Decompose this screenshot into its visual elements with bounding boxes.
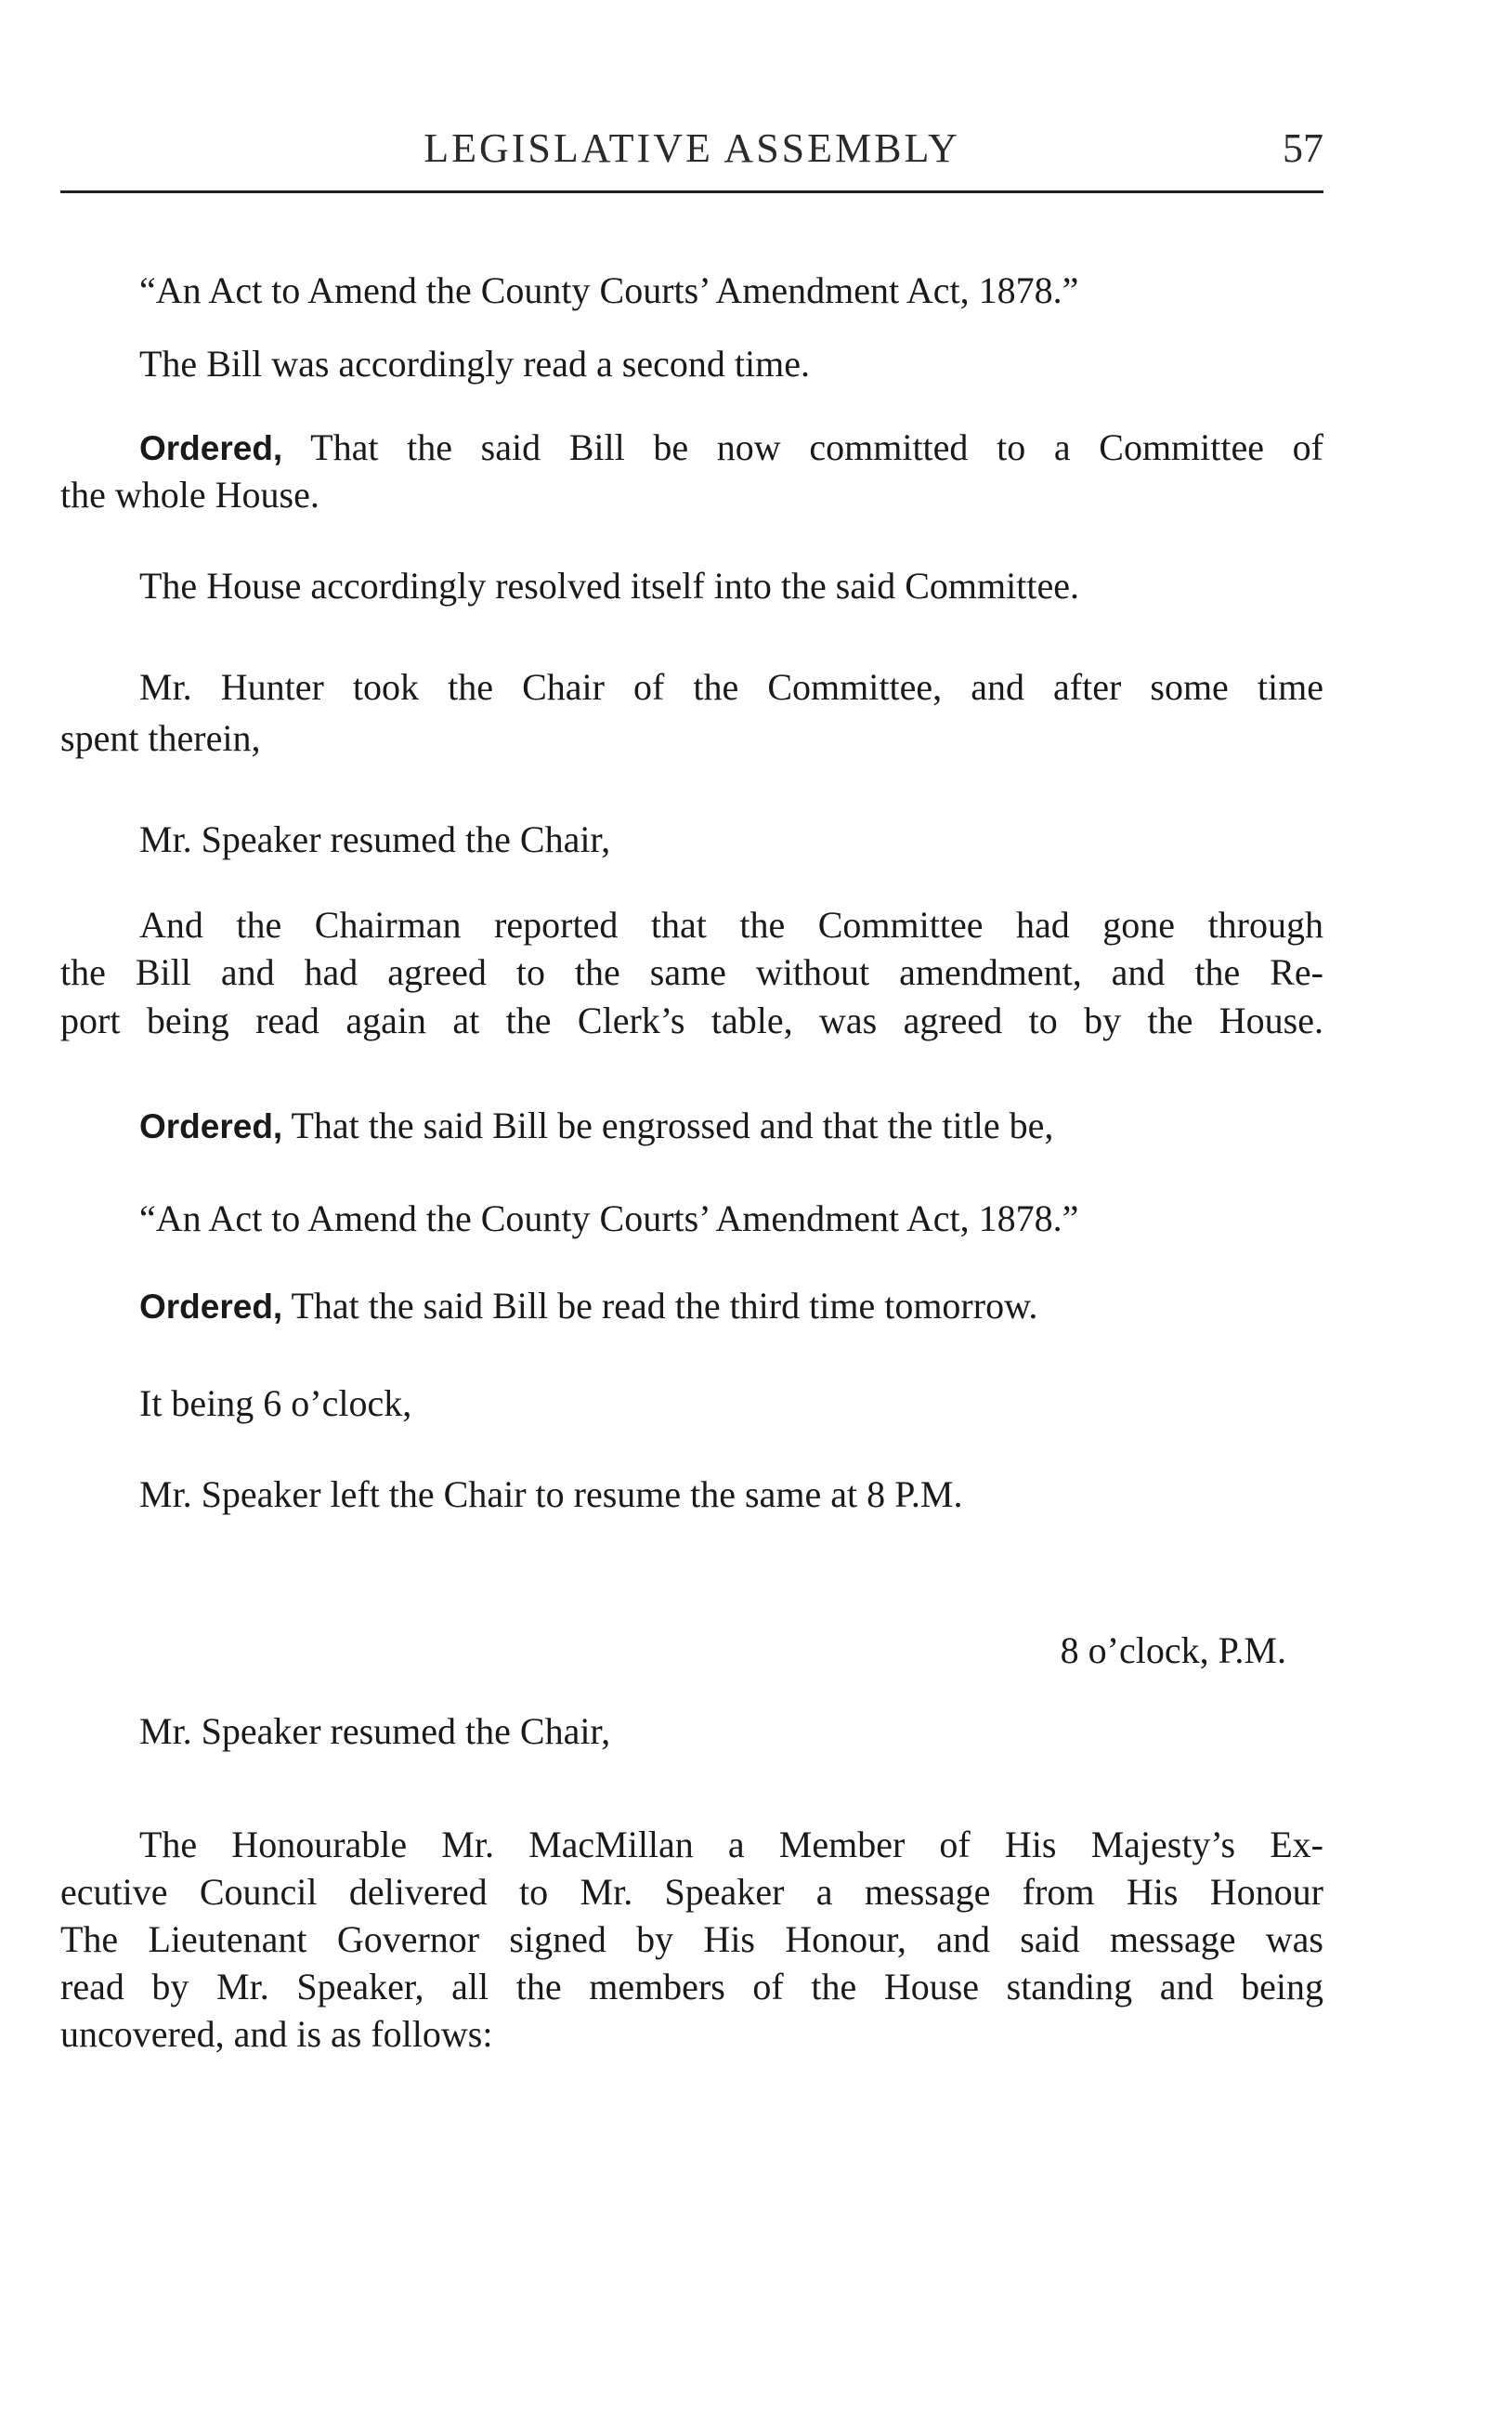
committee-resolution-paragraph: The House accordingly resolved itself into the said Committee. xyxy=(139,565,1079,607)
page-header xyxy=(60,124,1323,180)
third-reading-order-paragraph xyxy=(60,1282,1323,1331)
committal-order-line-2: the whole House. xyxy=(60,474,319,516)
message-paragraph-line-2: ecutive Council delivered to Mr. Speaker a message from His Honour xyxy=(60,1871,1323,1913)
ordered-keyword: Ordered, xyxy=(139,1288,283,1326)
committal-order-line-1 xyxy=(60,424,1323,473)
chairman-report-line-1: And the Chairman reported that the Committee had gone through xyxy=(139,904,1323,946)
running-head: LEGISLATIVE ASSEMBLY xyxy=(424,125,960,171)
engrossed-order-text: That the said Bill be engrossed and that the title be, xyxy=(282,1105,1054,1146)
message-paragraph-line-1: The Honourable Mr. MacMillan a Member of His Majesty’s Ex- xyxy=(139,1824,1323,1865)
message-paragraph-line-5: uncovered, and is as follows: xyxy=(60,2013,493,2055)
third-reading-order-text: That the said Bill be read the third time tomorrow. xyxy=(282,1285,1038,1327)
chairman-report-line-2: the Bill and had agreed to the same without amendment, and the Re- xyxy=(60,951,1323,993)
bill-title-paragraph: “An Act to Amend the County Courts’ Amendment Act, 1878.” xyxy=(139,269,1079,311)
ordered-keyword: Ordered, xyxy=(139,1107,283,1145)
chair-paragraph-line-2: spent therein, xyxy=(60,717,261,759)
speaker-left-paragraph: Mr. Speaker left the Chair to resume the same at 8 P.M. xyxy=(139,1473,963,1515)
speaker-resumed-paragraph: Mr. Speaker resumed the Chair, xyxy=(139,818,611,860)
engrossed-order-paragraph xyxy=(60,1102,1323,1151)
chair-paragraph-line-1: Mr. Hunter took the Chair of the Committee, and after some time xyxy=(139,666,1323,708)
ordered-keyword: Ordered, xyxy=(139,429,283,467)
page-number: 57 xyxy=(1283,125,1323,171)
speaker-resumed-evening-paragraph: Mr. Speaker resumed the Chair, xyxy=(139,1710,611,1752)
six-oclock-paragraph: It being 6 o’clock, xyxy=(139,1382,412,1424)
second-reading-paragraph: The Bill was accordingly read a second time. xyxy=(139,343,810,385)
committal-order-text: That the said Bill be now committed to a Committee of xyxy=(282,426,1323,468)
header-rule xyxy=(60,190,1323,193)
message-paragraph-line-3: The Lieutenant Governor signed by His Honour, and said message was xyxy=(60,1918,1323,1960)
eight-oclock-timestamp: 8 o’clock, P.M. xyxy=(1060,1629,1286,1671)
message-paragraph-line-4: read by Mr. Speaker, all the members of the House standing and being xyxy=(60,1966,1323,2007)
bill-title-repeat-paragraph: “An Act to Amend the County Courts’ Amendment Act, 1878.” xyxy=(139,1197,1079,1239)
chairman-report-line-3: port being read again at the Clerk’s table, was agreed to by the House. xyxy=(60,1000,1323,1041)
